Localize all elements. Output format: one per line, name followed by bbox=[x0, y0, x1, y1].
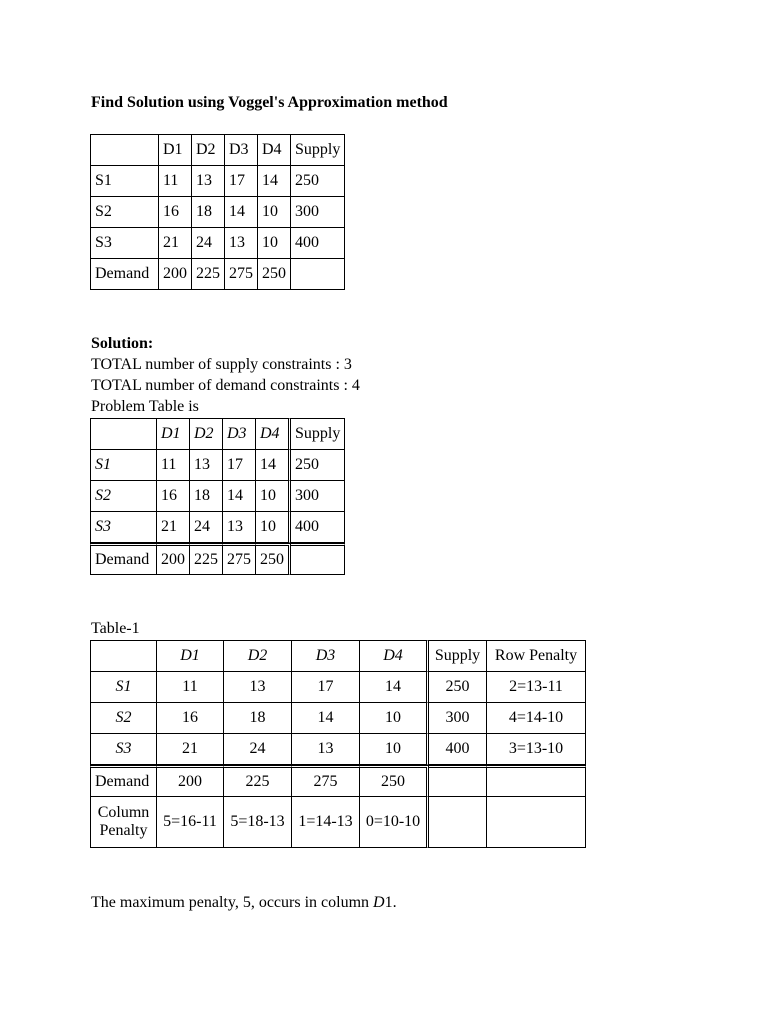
table-row bbox=[90, 259, 345, 290]
table-cell: 13 bbox=[225, 228, 258, 259]
table-row bbox=[90, 197, 345, 228]
table-cell: 21 bbox=[157, 512, 190, 543]
table-cell: Demand bbox=[90, 543, 157, 575]
table-cell: 200 bbox=[159, 259, 192, 290]
table-cell: 10 bbox=[258, 197, 291, 228]
table-cell: 14 bbox=[292, 703, 360, 734]
table-cell bbox=[90, 418, 157, 450]
table-row bbox=[90, 765, 586, 797]
table-cell: 18 bbox=[224, 703, 292, 734]
table-cell: 5=16-11 bbox=[157, 797, 224, 848]
table-cell: 275 bbox=[223, 543, 256, 575]
table-cell: 0=10-10 bbox=[360, 797, 429, 848]
table-cell: 18 bbox=[192, 197, 225, 228]
table-cell: 10 bbox=[256, 512, 291, 543]
demand-constraints-text: TOTAL number of demand constraints : 4 bbox=[91, 377, 360, 394]
table-cell: 200 bbox=[157, 543, 190, 575]
table-cell: 16 bbox=[157, 703, 224, 734]
table-row bbox=[90, 734, 586, 765]
table-cell: 17 bbox=[292, 672, 360, 703]
table-cell: 300 bbox=[291, 197, 345, 228]
table-cell: 14 bbox=[256, 450, 291, 481]
table-cell: 14 bbox=[258, 166, 291, 197]
table-row bbox=[90, 512, 345, 543]
table-cell: 400 bbox=[291, 512, 345, 543]
table-header: D3 bbox=[225, 134, 258, 166]
table-cell: S3 bbox=[90, 734, 157, 765]
column-penalty-label-line2: Penalty bbox=[99, 822, 148, 839]
problem-table-label: Problem Table is bbox=[91, 398, 199, 415]
table-row bbox=[90, 797, 586, 848]
table-header: Supply bbox=[291, 134, 345, 166]
table-cell: 16 bbox=[157, 481, 190, 512]
table-cell: S3 bbox=[90, 512, 157, 543]
table-cell: 300 bbox=[291, 481, 345, 512]
table-cell: 10 bbox=[256, 481, 291, 512]
table-row bbox=[90, 640, 586, 672]
table-cell: 17 bbox=[225, 166, 258, 197]
table-cell: S3 bbox=[90, 228, 159, 259]
table-cell: S2 bbox=[90, 703, 157, 734]
table-cell: 275 bbox=[225, 259, 258, 290]
conclusion-suffix: . bbox=[392, 894, 397, 911]
table-cell bbox=[90, 134, 159, 166]
table-cell: 275 bbox=[292, 765, 360, 797]
table-cell: 18 bbox=[190, 481, 223, 512]
table-cell: 13 bbox=[190, 450, 223, 481]
table-cell: 24 bbox=[192, 228, 225, 259]
table-header: Supply bbox=[291, 418, 345, 450]
table-cell: Demand bbox=[90, 765, 157, 797]
table-cell: S1 bbox=[90, 672, 157, 703]
table-header: D2 bbox=[224, 640, 292, 672]
table-row bbox=[90, 543, 345, 575]
table-cell: 1=14-13 bbox=[292, 797, 360, 848]
table-cell: 13 bbox=[192, 166, 225, 197]
table-cell: 225 bbox=[192, 259, 225, 290]
table-cell: 400 bbox=[291, 228, 345, 259]
table-cell: 250 bbox=[360, 765, 429, 797]
conclusion-column-number: 1 bbox=[384, 894, 393, 911]
table-cell: 21 bbox=[157, 734, 224, 765]
table-header: Supply bbox=[429, 640, 487, 672]
table-row bbox=[90, 418, 345, 450]
table-cell: 3=13-10 bbox=[487, 734, 586, 765]
table-cell: 250 bbox=[256, 543, 291, 575]
table-row bbox=[90, 481, 345, 512]
table-header: D3 bbox=[292, 640, 360, 672]
table-cell: 14 bbox=[225, 197, 258, 228]
table-row bbox=[90, 703, 586, 734]
table-cell: 13 bbox=[224, 672, 292, 703]
table-header: D1 bbox=[157, 418, 190, 450]
table1-label: Table-1 bbox=[91, 620, 140, 637]
supply-constraints-text: TOTAL number of supply constraints : 3 bbox=[91, 356, 352, 373]
conclusion-text bbox=[91, 894, 397, 912]
table-cell: 21 bbox=[159, 228, 192, 259]
table-header: Row Penalty bbox=[487, 640, 586, 672]
table-cell bbox=[90, 640, 157, 672]
conclusion-column-letter: D bbox=[373, 894, 385, 911]
table-header: D2 bbox=[192, 134, 225, 166]
table-cell bbox=[487, 797, 586, 848]
table-row bbox=[90, 672, 586, 703]
table-cell: 400 bbox=[429, 734, 487, 765]
table-cell: 24 bbox=[190, 512, 223, 543]
table-cell bbox=[291, 259, 345, 290]
table-header: D4 bbox=[360, 640, 429, 672]
table-cell: 225 bbox=[224, 765, 292, 797]
table-cell: S1 bbox=[90, 166, 159, 197]
table-cell: 10 bbox=[360, 734, 429, 765]
page-title: Find Solution using Voggel's Approximation method bbox=[91, 94, 448, 111]
table-header: D4 bbox=[258, 134, 291, 166]
table-cell: 250 bbox=[429, 672, 487, 703]
table-cell: 250 bbox=[258, 259, 291, 290]
problem-table bbox=[90, 418, 345, 575]
table-cell bbox=[487, 765, 586, 797]
table-cell: 17 bbox=[223, 450, 256, 481]
table-cell: 11 bbox=[157, 450, 190, 481]
solution-label: Solution: bbox=[91, 335, 154, 352]
table-header: D1 bbox=[159, 134, 192, 166]
table-cell: 2=13-11 bbox=[487, 672, 586, 703]
table-cell: 14 bbox=[360, 672, 429, 703]
table-header: D1 bbox=[157, 640, 224, 672]
table-cell bbox=[429, 765, 487, 797]
table-row bbox=[90, 166, 345, 197]
given-table bbox=[90, 134, 345, 290]
table-header: D2 bbox=[190, 418, 223, 450]
table-cell: 5=18-13 bbox=[224, 797, 292, 848]
table-cell: 250 bbox=[291, 450, 345, 481]
table-cell: S2 bbox=[90, 481, 157, 512]
table-header: D3 bbox=[223, 418, 256, 450]
table-cell: S2 bbox=[90, 197, 159, 228]
table-header: D4 bbox=[256, 418, 291, 450]
table-cell: 14 bbox=[223, 481, 256, 512]
table-cell: 11 bbox=[159, 166, 192, 197]
table-row bbox=[90, 228, 345, 259]
column-penalty-label bbox=[90, 797, 157, 848]
table-row bbox=[90, 450, 345, 481]
table1 bbox=[90, 640, 586, 848]
table-cell bbox=[429, 797, 487, 848]
table-cell: 250 bbox=[291, 166, 345, 197]
table-cell: 200 bbox=[157, 765, 224, 797]
table-cell: 10 bbox=[258, 228, 291, 259]
table-cell: 11 bbox=[157, 672, 224, 703]
table-cell: 4=14-10 bbox=[487, 703, 586, 734]
table-cell: 13 bbox=[292, 734, 360, 765]
conclusion-prefix: The maximum penalty, 5, occurs in column bbox=[91, 894, 374, 911]
table-row bbox=[90, 134, 345, 166]
table-cell: 24 bbox=[224, 734, 292, 765]
column-penalty-label-line1: Column bbox=[97, 804, 150, 821]
table-cell: 225 bbox=[190, 543, 223, 575]
table-cell: 16 bbox=[159, 197, 192, 228]
table-cell: 300 bbox=[429, 703, 487, 734]
table-cell: S1 bbox=[90, 450, 157, 481]
table-cell bbox=[291, 543, 345, 575]
table-cell: 10 bbox=[360, 703, 429, 734]
table-cell: Demand bbox=[90, 259, 159, 290]
table-cell: 13 bbox=[223, 512, 256, 543]
